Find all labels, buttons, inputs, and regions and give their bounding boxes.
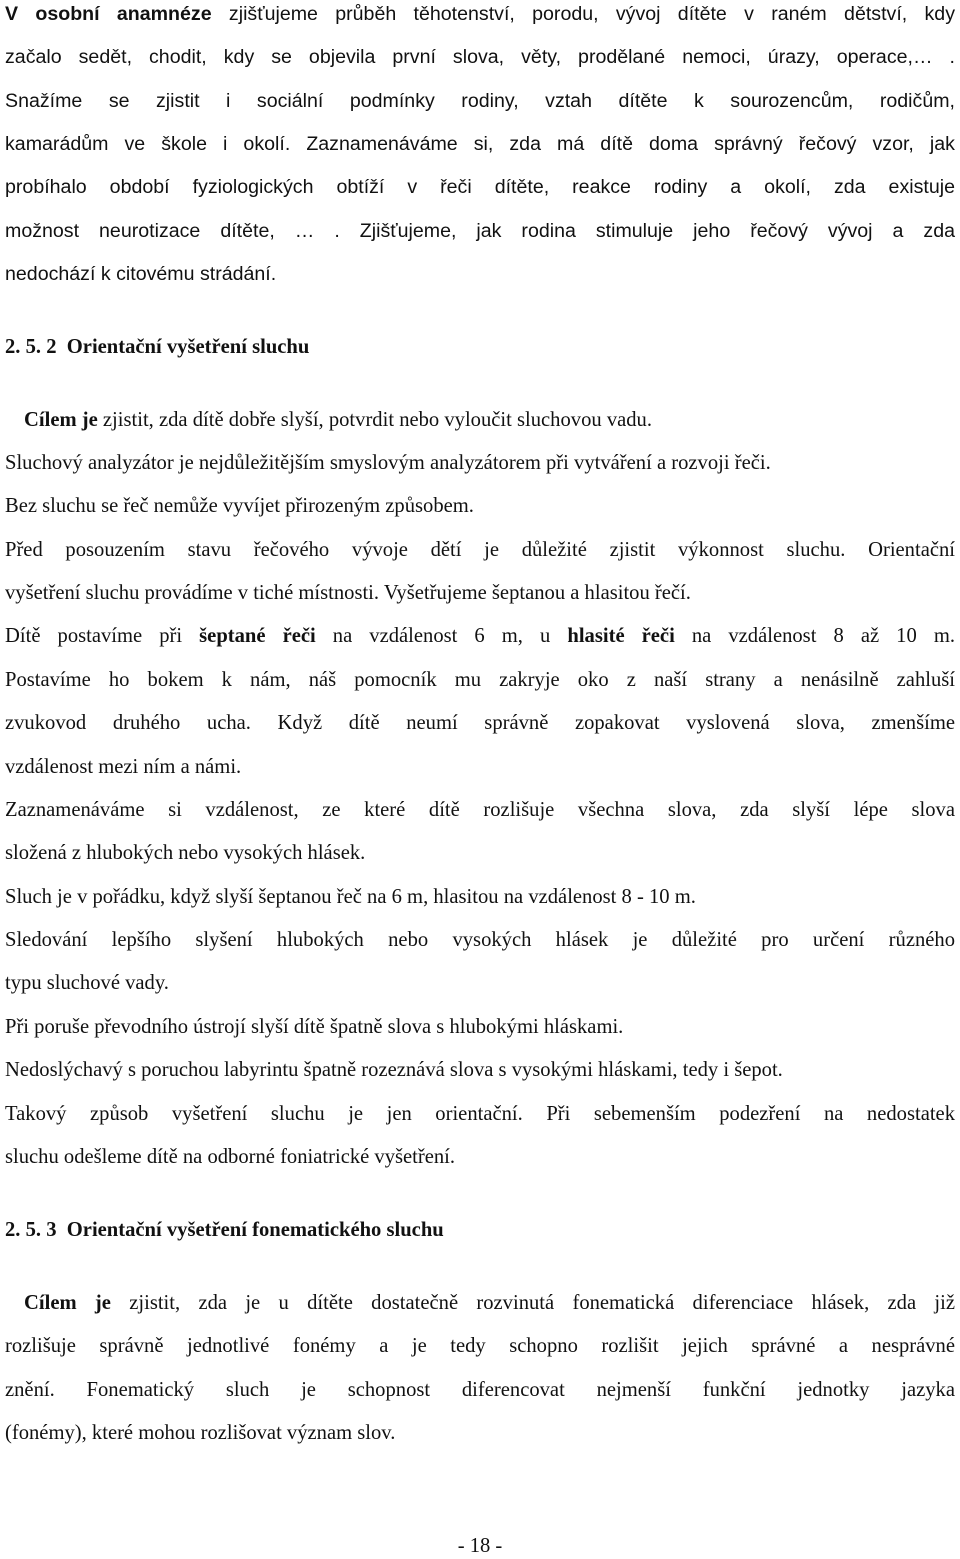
s252-line-10: Zaznamenáváme si vzdálenost, ze které dítě rozlišuje všechna slova, zda slyší lépe slova	[5, 799, 955, 821]
text-span: zjistit, zda je u dítěte dostatečně rozvinutá fonematická diferenciace hlásek, zda již	[110, 1292, 955, 1314]
anamneza-line-1	[5, 1, 955, 27]
text-span: Dítě postavíme při	[5, 625, 200, 647]
s252-line-3: Bez sluchu se řeč nemůže vyvíjet přirozeným způsobem.	[5, 495, 474, 517]
s253-line-4: (fonémy), které mohou rozlišovat význam slov.	[5, 1422, 396, 1444]
anamneza-line-2: začalo sedět, chodit, kdy se objevila první slova, věty, prodělané nemoci, úrazy, operace,… .	[5, 46, 955, 68]
s252-line-12: Sluch je v pořádku, když slyší šeptanou řeč na 6 m, hlasitou na vzdálenost 8 - 10 m.	[5, 886, 696, 908]
text-span: zjišťujeme průběh těhotenství, porodu, vývoj dítěte v raném dětství, kdy	[211, 3, 955, 25]
s252-line-6	[5, 623, 955, 649]
section-heading-2-5-3: 2. 5. 3 Orientační vyšetření fonematického sluchu	[5, 1219, 444, 1241]
s252-line-2: Sluchový analyzátor je nejdůležitějším smyslovým analyzátorem při vytváření a rozvoji řeči.	[5, 452, 771, 474]
s252-line-1	[24, 407, 960, 433]
s252-line-18: sluchu odešleme dítě na odborné foniatrické vyšetření.	[5, 1146, 456, 1168]
page-number: - 18 -	[457, 1535, 503, 1557]
anamneza-line-6: možnost neurotizace dítěte, … . Zjišťujeme, jak rodina stimuluje jeho řečový vývoj a zda	[5, 220, 955, 242]
s252-line-9: vzdálenost mezi ním a námi.	[5, 756, 242, 778]
s252-line-16: Nedoslýchavý s poruchou labyrintu špatně rozeznává slova s vysokými hláskami, tedy i šepot.	[5, 1059, 783, 1081]
text-span: Zaznamenáváme si, zda má dítě doma správný řečový vzor, jak	[290, 133, 955, 155]
s253-line-1	[24, 1290, 955, 1316]
s252-line-5: vyšetření sluchu provádíme v tiché místnosti. Vyšetřujeme šeptanou a hlasitou řečí.	[5, 582, 691, 604]
s253-line-2: rozlišuje správně jednotlivé fonémy a je tedy schopno rozlišit jejich správné a nesprávné	[5, 1335, 955, 1357]
s252-line-17: Takový způsob vyšetření sluchu je jen orientační. Při sebemenším podezření na nedostatek	[5, 1103, 955, 1125]
s253-line-3: znění. Fonematický sluch je schopnost diferencovat nejmenší funkční jednotky jazyka	[5, 1379, 955, 1401]
anamneza-line-5: probíhalo období fyziologických obtíží v řeči dítěte, reakce rodiny a okolí, zda existuje	[5, 176, 955, 198]
anamneza-line-4	[5, 131, 955, 157]
goal-term: Cílem je	[24, 1292, 111, 1314]
loud-term: hlasité řeči	[567, 625, 675, 647]
s252-line-8: zvukovod druhého ucha. Když dítě neumí správně zopakovat vyslovená slova, zmenšíme	[5, 712, 955, 734]
text-span: zjistit, zda dítě dobře slyší, potvrdit nebo vyloučit sluchovou vadu.	[97, 409, 652, 431]
whisper-term: šeptané řeči	[199, 625, 316, 647]
anamneza-line-3: Snažíme se zjistit i sociální podmínky rodiny, vztah dítěte k sourozencům, rodičům,	[5, 90, 955, 112]
s252-line-11: složená z hlubokých nebo vysokých hlásek.	[5, 842, 366, 864]
s252-line-4: Před posouzením stavu řečového vývoje dětí je důležité zjistit výkonnost sluchu. Orientační	[5, 539, 955, 561]
section-heading-2-5-2: 2. 5. 2 Orientační vyšetření sluchu	[5, 336, 310, 358]
text-span: na vzdálenost 6 m, u	[315, 625, 568, 647]
text-span: kamarádům ve škole i okolí.	[5, 133, 291, 155]
text-span: na vzdálenost 8 až 10 m.	[674, 625, 956, 647]
s252-line-7: Postavíme ho bokem k nám, náš pomocník mu zakryje oko z naší strany a nenásilně zahluší	[5, 669, 955, 691]
s252-line-13: Sledování lepšího slyšení hlubokých nebo vysokých hlásek je důležité pro určení různého	[5, 929, 955, 951]
goal-term: Cílem je	[24, 409, 98, 431]
s252-line-15: Při poruše převodního ústrojí slyší dítě špatně slova s hlubokými hláskami.	[5, 1016, 624, 1038]
s252-line-14: typu sluchové vady.	[5, 972, 169, 994]
anamneza-term: V osobní anamnéze	[5, 3, 212, 25]
anamneza-line-7: nedochází k citovému strádání.	[5, 263, 277, 285]
